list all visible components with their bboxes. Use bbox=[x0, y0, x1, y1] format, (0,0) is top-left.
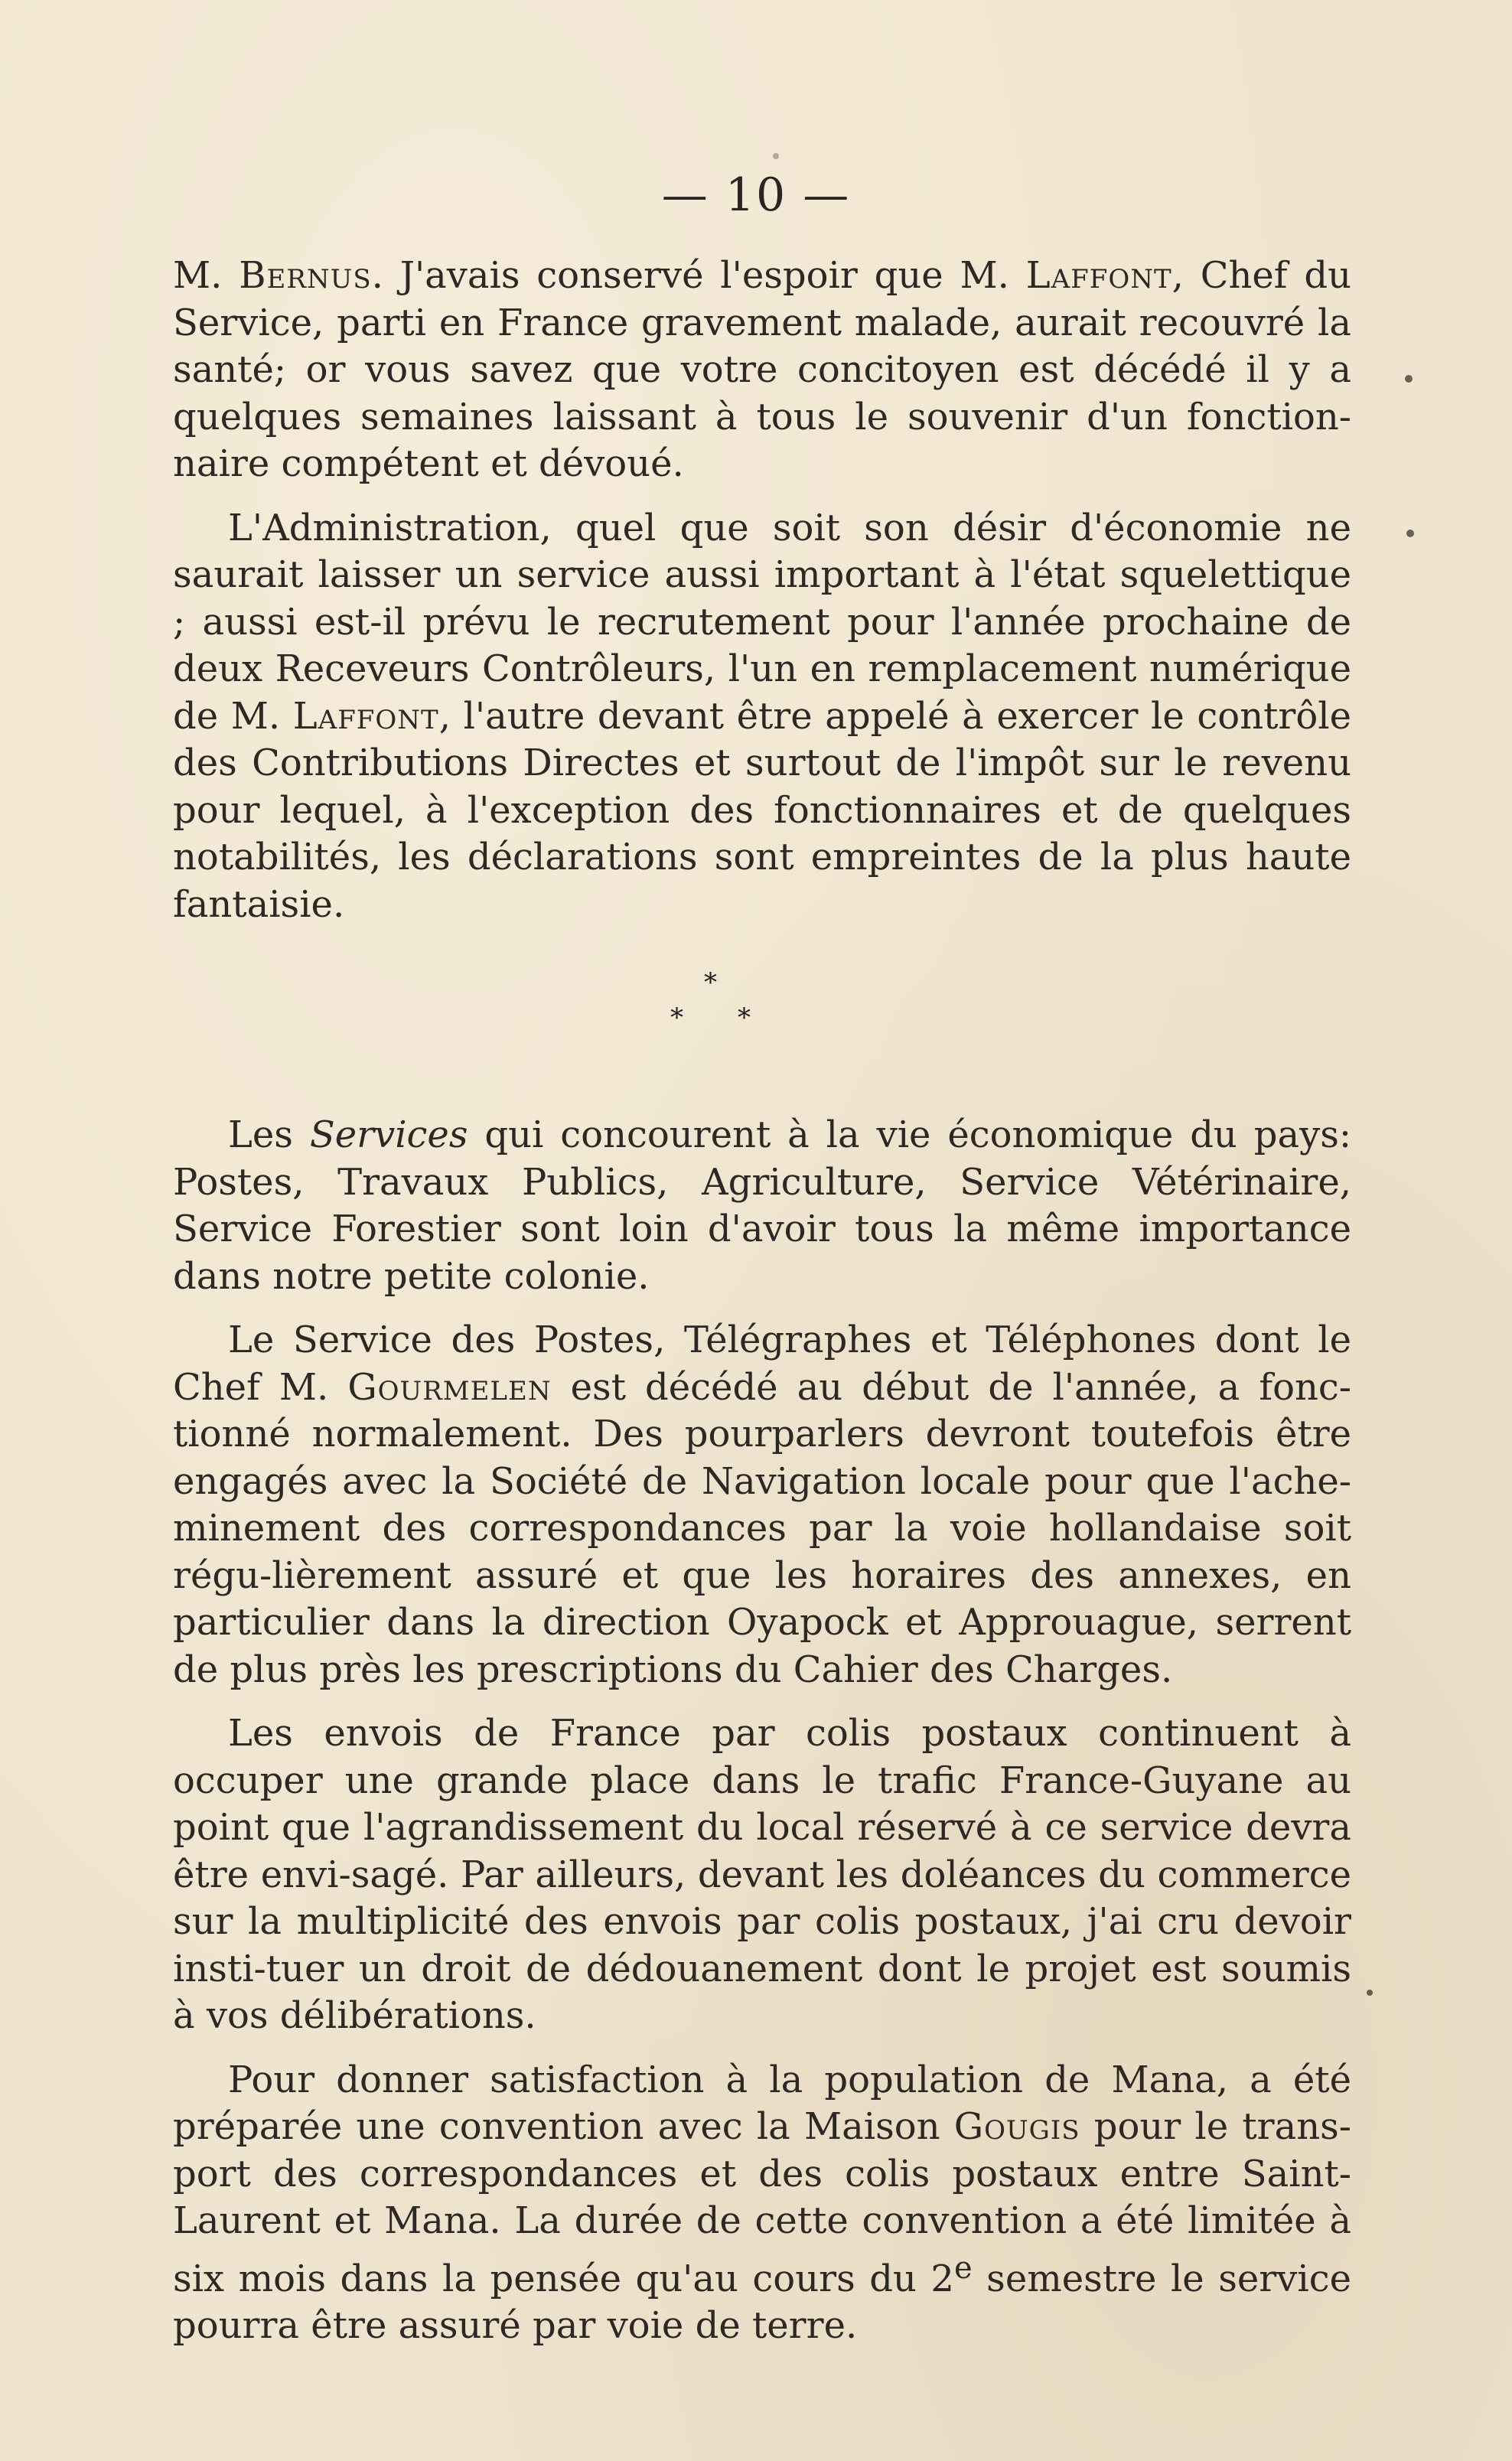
asterism-star-top: * bbox=[704, 967, 717, 998]
paragraph-1 bbox=[173, 253, 1351, 488]
ink-speck bbox=[1406, 530, 1414, 537]
ordinal-superscript: e bbox=[953, 2250, 973, 2286]
name-bernus: Bernus bbox=[239, 254, 372, 297]
name-laffont: Laffont bbox=[1025, 254, 1172, 297]
name-gourmelen: Gourmelen bbox=[347, 1365, 552, 1409]
page-number: — 10 — bbox=[661, 168, 851, 222]
paragraph-4-text-a: Le Service des Postes, Télégraphes et Téléphones dont le Chef M. bbox=[173, 1319, 1351, 1409]
paragraph-2-text-b: , l'autre devant être appelé à exercer le contrôle des Contributions Directes et surtout de l'impôt sur le revenu pour lequel, à l'exception des fonctionnaires et de quelques notabilités, les déclarations sont empreintes de la plus haute fantaisie. bbox=[173, 694, 1351, 926]
paragraph-6-text-b: pour le trans-port des correspondances et des colis postaux entre Saint-Laurent et Mana. La durée de cette convention a été limitée à six mois dans la pensée qu'au cours du 2 bbox=[173, 2105, 1351, 2300]
name-gougis: Gougis bbox=[953, 2105, 1080, 2148]
paragraph-1-text-c: , Chef du Service, parti en France gravement malade, aurait recouvré la santé; or vous savez que votre concitoyen est décédé il y a quelques semaines laissant à tous le souvenir d'un fonction-naire compétent et dévoué. bbox=[173, 254, 1352, 485]
asterism-star-left: * bbox=[670, 1002, 683, 1033]
paragraph-6-text-a: Pour donner satisfaction à la population de Mana, a été préparée une convention avec la Maison bbox=[173, 2058, 1351, 2148]
ink-speck bbox=[1405, 375, 1413, 383]
paragraph-6-text-c: semestre le service pourra être assuré par voie de terre. bbox=[173, 2257, 1352, 2347]
asterism-star-right: * bbox=[738, 1002, 751, 1033]
paragraph-2 bbox=[173, 505, 1351, 929]
paragraph-3-text-a: Les bbox=[228, 1113, 310, 1156]
paragraph-2-text-a: L'Administration, quel que soit son désir d'économie ne saurait laisser un service aussi important à l'état squelettique ; aussi est-il prévu le recrutement pour l'année prochaine de deux Receveurs Contrôleurs, l'un en remplacement numérique de M. bbox=[173, 506, 1351, 738]
paragraph-3-emphasis: Services bbox=[309, 1113, 468, 1156]
name-laffont-2: Laffont bbox=[292, 694, 439, 738]
paragraph-6 bbox=[173, 2057, 1351, 2350]
body-text bbox=[173, 253, 1351, 2367]
paragraph-5: Les envois de France par colis postaux continuent à occuper une grande place dans le trafic France-Guyane au point que l'agrandissement du local réservé à ce service devra être envi-sagé. Par ailleurs, devant les doléances du commerce sur la multiplicité des envois par colis postaux, j'ai cru devoir insti-tuer un droit de dédouanement dont le projet est soumis à vos délibérations. bbox=[173, 1712, 1351, 2037]
paragraph-1-text-b: . J'avais conservé l'espoir que M. bbox=[371, 254, 1026, 297]
ink-speck bbox=[773, 153, 779, 159]
paragraph-3 bbox=[173, 1112, 1351, 1300]
paragraph-3-text-b: qui concourent à la vie économique du pays: Postes, Travaux Publics, Agriculture, Service Vétérinaire, Service Forestier sont loin d'avoir tous la même importance dans notre petite colonie. bbox=[173, 1113, 1352, 1298]
paragraph-4-text-b: est décédé au début de l'année, a fonc-tionné normalement. Des pourparlers devront toutefois être engagés avec la Société de Navigation locale pour que l'ache-minement des correspondances par la voie hollandaise soit régu-lièrement assuré et que les horaires des annexes, en particulier dans la direction Oyapock et Approuague, serrent de plus près les prescriptions du Cahier des Charges. bbox=[173, 1365, 1351, 1691]
ink-speck bbox=[1367, 1990, 1373, 1996]
section-separator-asterism bbox=[173, 951, 1351, 1081]
paragraph-1-text-a: M. bbox=[173, 254, 240, 297]
paragraph-4 bbox=[173, 1317, 1351, 1693]
